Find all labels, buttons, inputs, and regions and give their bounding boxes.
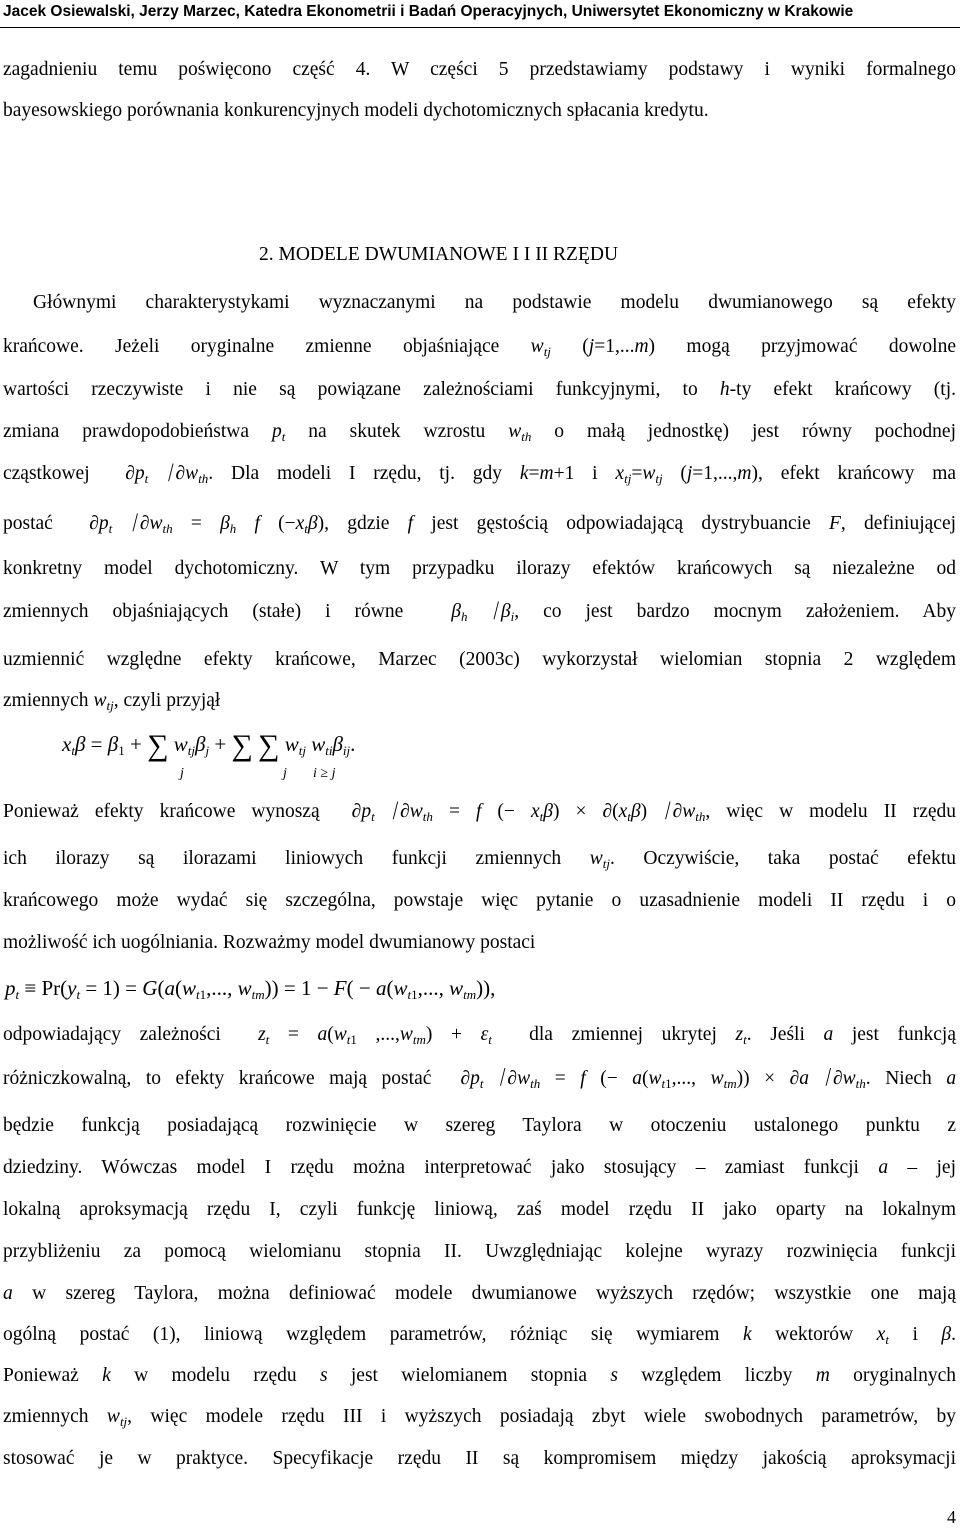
text-line: zmiana prawdopodobieństwa $p_t$ na skutek wzrostu $w_{th}$ o małą jednostkę) jest równy pochodnej [3,421,956,444]
text-line: a w szereg Taylora, można definiować modele dwumianowe wyższych rzędów; wszystkie one mają [3,1283,956,1304]
text-line: Głównymi charakterystykami wyznaczanymi na podstawie modelu dwumianowego są efekty [33,292,956,313]
sum-index: i ≥ j [313,766,336,781]
text-line: zagadnieniu temu poświęcono część 4. W części 5 przedstawiamy podstawy i wyniki formalnego [3,59,956,80]
text-line: konkretny model dychotomiczny. W tym przypadku ilorazy efektów krańcowych są niezależne od [3,558,956,579]
text-line: stosować je w praktyce. Specyfikacje rzędu II są kompromisem między jakością aproksymacji [3,1448,956,1469]
text-line: odpowiadający zależności $z_t = a(w_{t1}$ $,...,w_{tm}) + \varepsilon_t$ dla zmiennej ukrytej $z_t$. Jeśli a jest funkcją [3,1024,957,1047]
text-line: uzmiennić względne efekty krańcowe, Marzec (2003c) wykorzystał wielomian stopnia 2 względem [3,649,956,670]
text-line: bayesowskiego porównania konkurencyjnych modeli dychotomicznych spłacania kredytu. [3,100,709,121]
text-line: krańcowe. Jeżeli oryginalne zmienne objaśniające $w_{tj}$ (j=1,...m) mogą przyjmować dowolne [3,336,956,359]
text-line: ich ilorazy są ilorazami liniowych funkcji zmiennych $w_{tj}$. Oczywiście, taka postać efektu [3,848,956,871]
text-line: Ponieważ k w modelu rzędu s jest wielomianem stopnia s względem liczby m oryginalnych [3,1365,957,1386]
text-fragment: krańcowe. Jeżeli oryginalne zmienne objaśniające [3,336,531,357]
page-number: 4 [947,1507,956,1527]
text-line: krańcowego może wydać się szczególna, powstaje więc pytanie o uzasadnienie modeli II rzędu i o [3,890,956,911]
text-line: dziedziny. Wówczas model I rzędu można interpretować jako stosujący – zamiast funkcji a – jej [3,1157,956,1178]
text-line: wartości rzeczywiste i nie są powiązane zależnościami funkcyjnymi, to h-ty efekt krańcowy (tj. [3,379,956,400]
section-heading: 2. MODELE DWUMIANOWE I I II RZĘDU [259,244,619,265]
text-line: zmiennych $w_{tj}$, więc modele rzędu III i wyższych posiadają zbyt wiele swobodnych parametrów, by [3,1406,956,1429]
sum-index: j [180,766,184,781]
running-header-text: Jacek Osiewalski, Jerzy Marzec, Katedra Ekonometrii i Badań Operacyjnych, Uniwersytet Ekonomiczny w Krakowie [3,3,854,20]
text-line: ogólną postać (1), liniową względem parametrów, różniąc się wymiarem k wektorów $x_t$ i β. [3,1324,957,1347]
text-line: różniczkowalną, to efekty krańcowe mają postać $\partial p_t / \partial w_{th} = f$ (− $a(w_{t1}$,..., $w_{tm})) \times \partial a / \partial w_{th}$. Niech a [3,1064,957,1093]
equation-2: $p_t \equiv Pr(y_t = 1) = G(a(w_{t1}$,..., $w_{tm})) = 1 - F( - a(w_{t1}$,..., $w_{tm}$)), [5,976,496,1002]
running-header [0,0,960,30]
text-line: możliwość ich uogólniania. Rozważmy model dwumianowy postaci [3,932,536,953]
text-line: przybliżeniu za pomocą wielomianu stopnia II. Uwzględniając kolejne wyrazy rozwinięcia funkcji [3,1241,956,1262]
header-rule [0,27,960,28]
text-line: zmiennych objaśniających (stałe) i równe $\beta_h / \beta_i$, co jest bardzo mocnym założeniem. Aby [3,597,956,626]
text-line: zmiennych $w_{tj}$, czyli przyjął [3,690,221,713]
sum-index: j [283,766,287,781]
text-fragment: mogą przyjmować dowolne [655,336,956,357]
text-line: będzie funkcją posiadającą rozwinięcie w szereg Taylora w otoczeniu ustalonego punktu z [3,1115,956,1136]
text-line: lokalną aproksymacją rzędu I, czyli funkcję liniową, zaś model rzędu II jako oparty na lokalnym [3,1199,956,1220]
text-line: cząstkowej $\partial p_t / \partial w_{th}$. Dla modeli I rzędu, tj. gdy k=m+1 i $x_{tj}=w_{tj}$ (j=1,...,m), efekt krańcowy ma [3,459,957,488]
text-line: Ponieważ efekty krańcowe wynoszą $\partial p_t / \partial w_{th} = f$ (− $x_t\beta) \times \partial(x_t\beta) / \partial w_{th}$, więc w modelu II rzędu [3,797,957,826]
text-line: postać $\partial p_t / \partial w_{th} = \beta_h$ f $(-x_t\beta)$, gdzie f jest gęstością odpowiadającą dystrybuancie F, definiującej [3,509,957,538]
equation-1: $x_t\beta = \beta_1$ + ∑ $w_{tj}\beta_j$ + ∑ ∑ $w_{tj}$ $w_{ti}\beta_{ij}$. [62,729,356,762]
